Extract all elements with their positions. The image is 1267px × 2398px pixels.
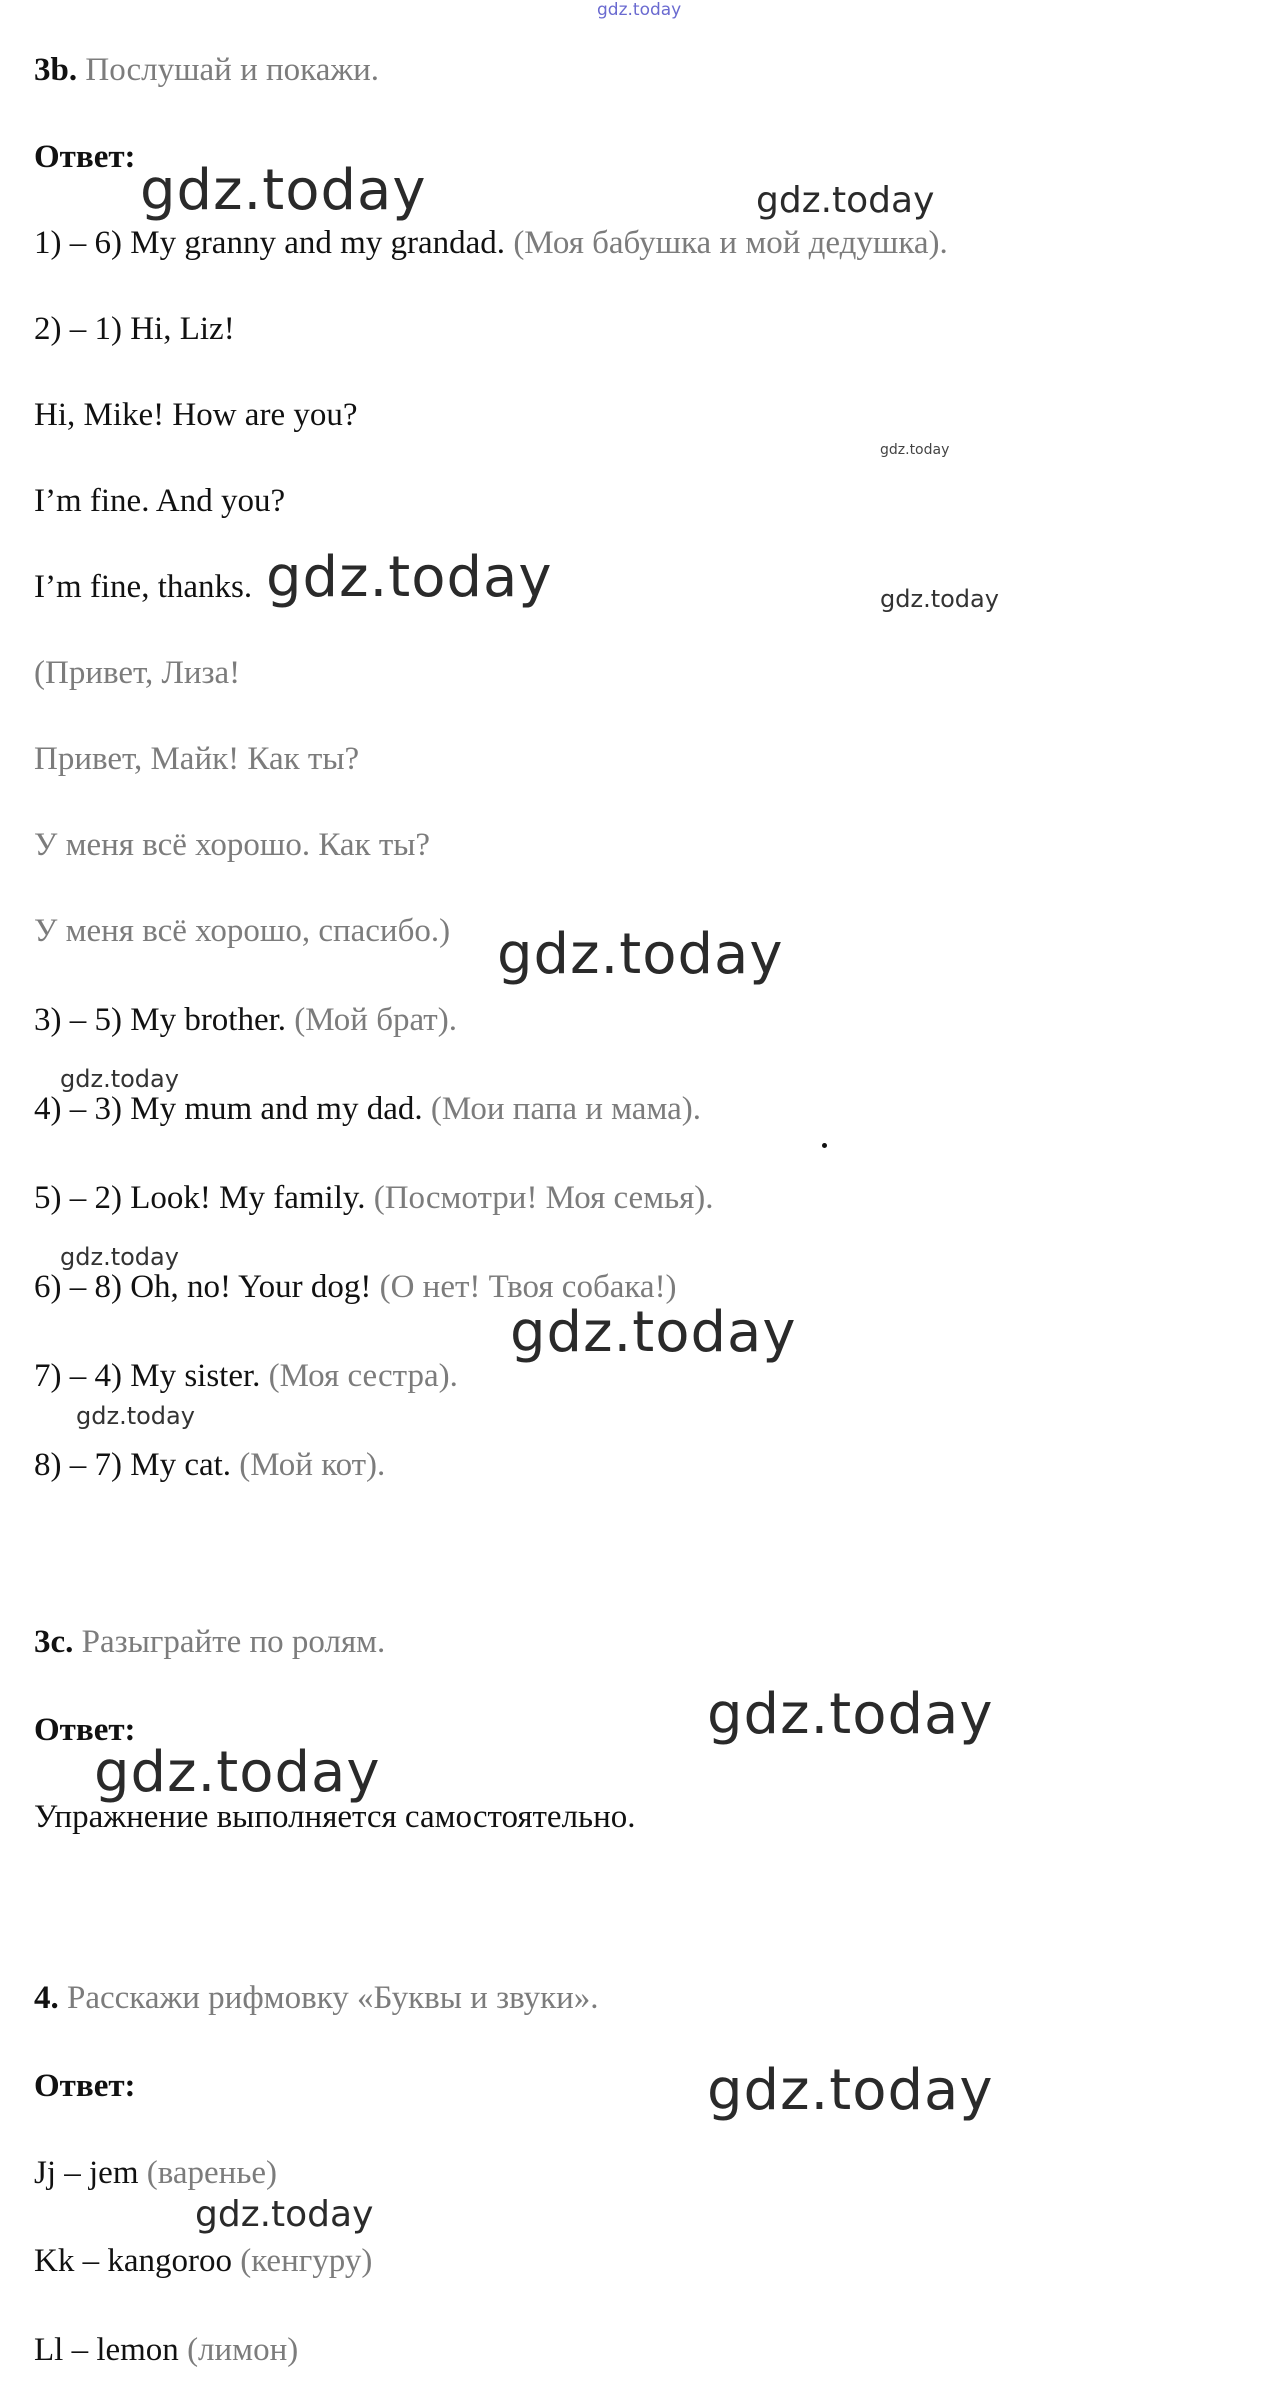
answer-line	[34, 1000, 457, 1040]
watermark: gdz.today	[880, 585, 999, 613]
watermark: gdz.today	[880, 442, 950, 458]
english-text: 3) – 5) My brother.	[34, 1002, 287, 1038]
russian-translation: (Мои папа и мама).	[430, 1091, 701, 1127]
answer-line	[34, 309, 235, 349]
watermark: gdz.today	[597, 0, 682, 20]
answer-line	[34, 653, 240, 693]
watermark: gdz.today	[140, 158, 427, 223]
answer-line	[34, 1445, 385, 1485]
russian-translation: (лимон)	[187, 2332, 299, 2368]
task-text: Расскажи рифмовку «Буквы и звуки».	[67, 1980, 599, 2016]
english-text: 4) – 3) My mum and my dad.	[34, 1091, 423, 1127]
russian-translation: (Моя сестра).	[268, 1358, 458, 1394]
english-text: Kk – kangoroo	[34, 2243, 232, 2279]
section-heading-3b	[34, 50, 379, 90]
english-text: I’m fine, thanks.	[34, 569, 253, 605]
russian-translation: (О нет! Твоя собака!)	[379, 1269, 677, 1305]
task-text: Разыграйте по ролям.	[81, 1624, 386, 1660]
russian-translation: Привет, Майк! Как ты?	[34, 741, 360, 777]
answer-line	[34, 2153, 277, 2193]
answer-label: Ответ:	[34, 2068, 136, 2104]
answer-line	[34, 1178, 714, 1218]
task-text: Послушай и покажи.	[85, 52, 380, 88]
watermark: gdz.today	[707, 2058, 994, 2123]
answer-line	[34, 2241, 372, 2281]
russian-translation: (Мой брат).	[294, 1002, 457, 1038]
answer-line	[34, 2330, 298, 2370]
section-heading-4	[34, 1978, 599, 2018]
russian-translation: У меня всё хорошо. Как ты?	[34, 827, 431, 863]
answer-line	[34, 911, 450, 951]
english-text: 6) – 8) Oh, no! Your dog!	[34, 1269, 372, 1305]
watermark: gdz.today	[497, 922, 784, 987]
watermark: gdz.today	[510, 1300, 797, 1365]
watermark: gdz.today	[76, 1402, 195, 1430]
answer-line	[34, 481, 285, 521]
russian-translation: (варенье)	[146, 2155, 278, 2191]
english-text: Jj – jem	[34, 2155, 139, 2191]
answer-line	[34, 825, 430, 865]
english-text: Ll – lemon	[34, 2332, 179, 2368]
watermark: gdz.today	[94, 1740, 381, 1805]
russian-translation: (Посмотри! Моя семья).	[373, 1180, 714, 1216]
answer-line	[34, 567, 252, 607]
answer-label: Ответ:	[34, 1712, 136, 1748]
russian-translation: (кенгуру)	[240, 2243, 373, 2279]
section-number: 3b.	[34, 52, 78, 88]
english-text: 5) – 2) Look! My family.	[34, 1180, 366, 1216]
section-number: 4.	[34, 1980, 59, 2016]
english-text: I’m fine. And you?	[34, 483, 286, 519]
watermark: gdz.today	[195, 2194, 374, 2235]
english-text: 1) – 6) My granny and my grandad.	[34, 225, 506, 261]
answer-line	[34, 395, 358, 435]
answer-line	[34, 739, 359, 779]
answer-label: Ответ:	[34, 139, 136, 175]
watermark: gdz.today	[60, 1065, 179, 1093]
watermark: gdz.today	[60, 1243, 179, 1271]
russian-translation: (Привет, Лиза!	[34, 655, 241, 691]
answer-text: Упражнение выполняется самостоятельно.	[34, 1799, 636, 1835]
section-number: 3c.	[34, 1624, 74, 1660]
answer-line	[34, 1089, 701, 1129]
section-heading-3c	[34, 1622, 385, 1662]
russian-translation: (Моя бабушка и мой дедушка).	[513, 225, 948, 261]
watermark: gdz.today	[756, 180, 935, 221]
english-text: 8) – 7) My cat.	[34, 1447, 232, 1483]
english-text: 2) – 1) Hi, Liz!	[34, 311, 235, 347]
russian-translation: У меня всё хорошо, спасибо.)	[34, 913, 451, 949]
watermark: gdz.today	[266, 545, 553, 610]
watermark: gdz.today	[707, 1682, 994, 1747]
english-text: 7) – 4) My sister.	[34, 1358, 261, 1394]
answer-line	[34, 223, 948, 263]
english-text: Hi, Mike! How are you?	[34, 397, 358, 433]
russian-translation: (Мой кот).	[239, 1447, 386, 1483]
stray-dot	[822, 1143, 827, 1148]
answer-line	[34, 1356, 458, 1396]
